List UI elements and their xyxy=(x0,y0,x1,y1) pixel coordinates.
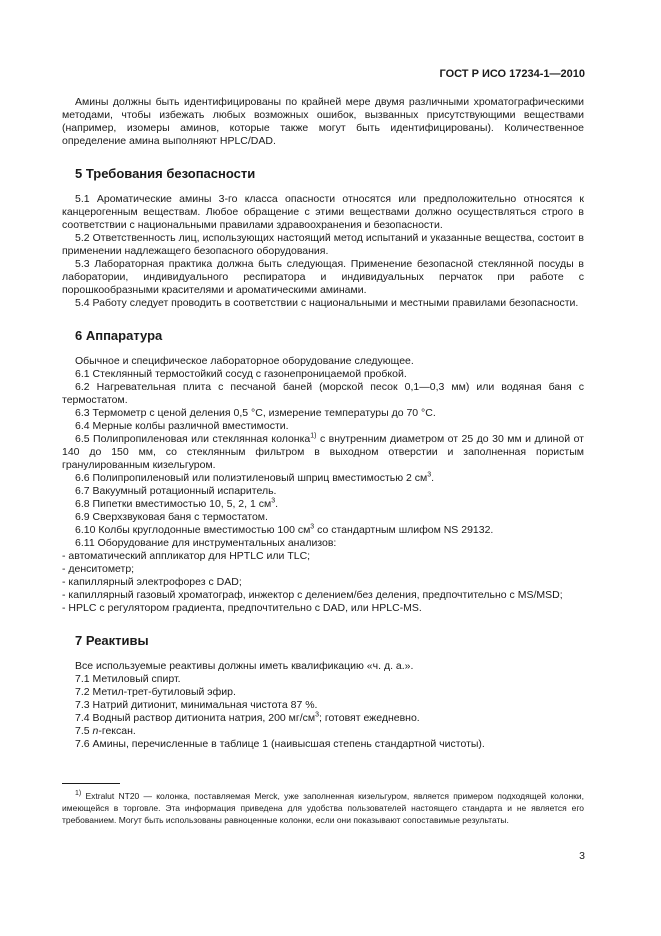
clause-6-8-text: 6.8 Пипетки вместимостью 10, 5, 2, 1 см xyxy=(75,498,272,510)
list-item: - автоматический аппликатор для HPTLC или TLC; xyxy=(62,550,311,562)
footnote-ref: 1) xyxy=(310,432,317,440)
superscript: 3 xyxy=(315,711,320,719)
clause-5-3: 5.3 Лабораторная практика должна быть следующая. Применение безопасной стеклянной посуды в лаборатории, индивидуального респиратора и индивидуальных перчаток при работе с порошкообразными красителями и ароматическими аминами. xyxy=(62,258,584,296)
clause-5-4: 5.4 Работу следует проводить в соответствии с национальными и местными правилами безопасности. xyxy=(75,297,579,309)
clause-6-6-text: 6.6 Полипропиленовый или полиэтиленовый шприц вместимостью 2 см xyxy=(75,472,428,484)
clause-6-3: 6.3 Термометр с ценой деления 0,5 °С, измерение температуры до 70 °С. xyxy=(75,407,436,419)
clause-7-6: 7.6 Амины, перечисленные в таблице 1 (наивысшая степень стандартной чистоты). xyxy=(75,738,485,750)
clause-6-10 xyxy=(62,524,584,537)
list-item: - капиллярный электрофорез с DAD; xyxy=(62,576,242,588)
clause-7-5-italic: n xyxy=(92,725,99,737)
clause-5-1: 5.1 Ароматические амины 3-го класса опасности относятся или предположительно относятся к канцерогенным веществам. Любое обращение с этими веществами должно осуществляться строго в соответствии с национальными правилами здравоохранения и безопасности. xyxy=(62,193,584,231)
clause-7-5 xyxy=(62,725,584,738)
clause-5-2: 5.2 Ответственность лиц, использующих настоящий метод испытаний и указанные вещества, состоит в применении надлежащего безопасного оборудования. xyxy=(62,232,584,257)
clause-6-2: 6.2 Нагревательная плита с песчаной баней (морской песок 0,1—0,3 мм) или водяная баня с термостатом. xyxy=(62,381,584,406)
clause-6-6 xyxy=(62,472,584,485)
page-number: 3 xyxy=(579,850,585,862)
clause-7-3: 7.3 Натрий дитионит, минимальная чистота 87 %. xyxy=(75,699,318,711)
superscript: 3 xyxy=(271,497,276,505)
footnote-divider xyxy=(62,783,120,784)
clause-7-4-end: ; готовят ежедневно. xyxy=(319,712,420,724)
clause-6-5 xyxy=(62,433,584,472)
intro-paragraph: Амины должны быть идентифицированы по крайней мере двумя различными хроматографическими методами, чтобы избежать любых возможных ошибок, вызванных присутствующими веществами (например, изомеры аминов, которые также могут быть идентифицированы). Количественное определение амина выполняют HPLC/DAD. xyxy=(62,96,584,147)
superscript: 3 xyxy=(310,523,315,531)
clause-7-5-text: -гексан. xyxy=(98,725,136,737)
clause-6-9: 6.9 Сверхзвуковая баня с термостатом. xyxy=(75,511,268,523)
clause-6-4: 6.4 Мерные колбы различной вместимости. xyxy=(75,420,289,432)
clause-6-6-end: . xyxy=(431,472,435,484)
clause-7-1: 7.1 Метиловый спирт. xyxy=(75,673,181,685)
clause-6-11: 6.11 Оборудование для инструментальных анализов: xyxy=(75,537,337,549)
clause-7-2: 7.2 Метил-трет-бутиловый эфир. xyxy=(75,686,236,698)
clause-6-5-text: 6.5 Полипропиленовая или стеклянная колонка xyxy=(75,433,311,445)
section-5-title: 5 Требования безопасности xyxy=(75,166,256,181)
section-6-title: 6 Аппаратура xyxy=(75,328,163,343)
footnote-marker: 1) xyxy=(75,790,82,798)
clause-6-7: 6.7 Вакуумный ротационный испаритель. xyxy=(75,485,277,497)
superscript: 3 xyxy=(427,471,432,479)
clause-6-10-text: 6.10 Колбы круглодонные вместимостью 100 см xyxy=(75,524,311,536)
document-code: ГОСТ Р ИСО 17234-1—2010 xyxy=(439,68,585,80)
clause-6-8-end: . xyxy=(275,498,279,510)
list-item: - денситометр; xyxy=(62,563,135,575)
clause-7-5-num: 7.5 xyxy=(75,725,93,737)
section-6-intro: Обычное и специфическое лабораторное оборудование следующее. xyxy=(75,355,414,367)
footnote xyxy=(62,790,584,826)
clause-7-4 xyxy=(62,712,584,725)
clause-7-4-text: 7.4 Водный раствор дитионита натрия, 200 мг/см xyxy=(75,712,316,724)
clause-6-10-end: со стандартным шлифом NS 29132. xyxy=(314,524,494,536)
section-7-title: 7 Реактивы xyxy=(75,633,149,648)
clause-6-5-text-cont: с внутренним диаметром от 25 до 30 мм и длиной от 140 до 150 мм, со стеклянным фильтром в выходном отверстии и заполненная пористым гранулированным кизельгуром. xyxy=(62,433,584,471)
document-body xyxy=(62,96,584,751)
clause-6-1: 6.1 Стеклянный термостойкий сосуд с газонепроницаемой пробкой. xyxy=(75,368,407,380)
list-item: - HPLC с регулятором градиента, предпочтительно с DAD, или HPLC-MS. xyxy=(62,602,422,614)
clause-6-8 xyxy=(62,498,584,511)
footnote-text: Extralut NT20 — колонка, поставляемая Merck, уже заполненная кизельгуром, является примером подходящей колонки, имеющейся в торговле. Эта информация приведена для удобства пользователей настоящего стандарта и не является его требованием. Могут быть использованы равноценные колонки, если они показывают сопоставимые результаты. xyxy=(62,791,584,825)
list-item: - капиллярный газовый хроматограф, инжектор с делением/без деления, предпочтительно с MS/MSD; xyxy=(62,589,563,601)
section-7-intro: Все используемые реактивы должны иметь квалификацию «ч. д. а.». xyxy=(75,660,414,672)
